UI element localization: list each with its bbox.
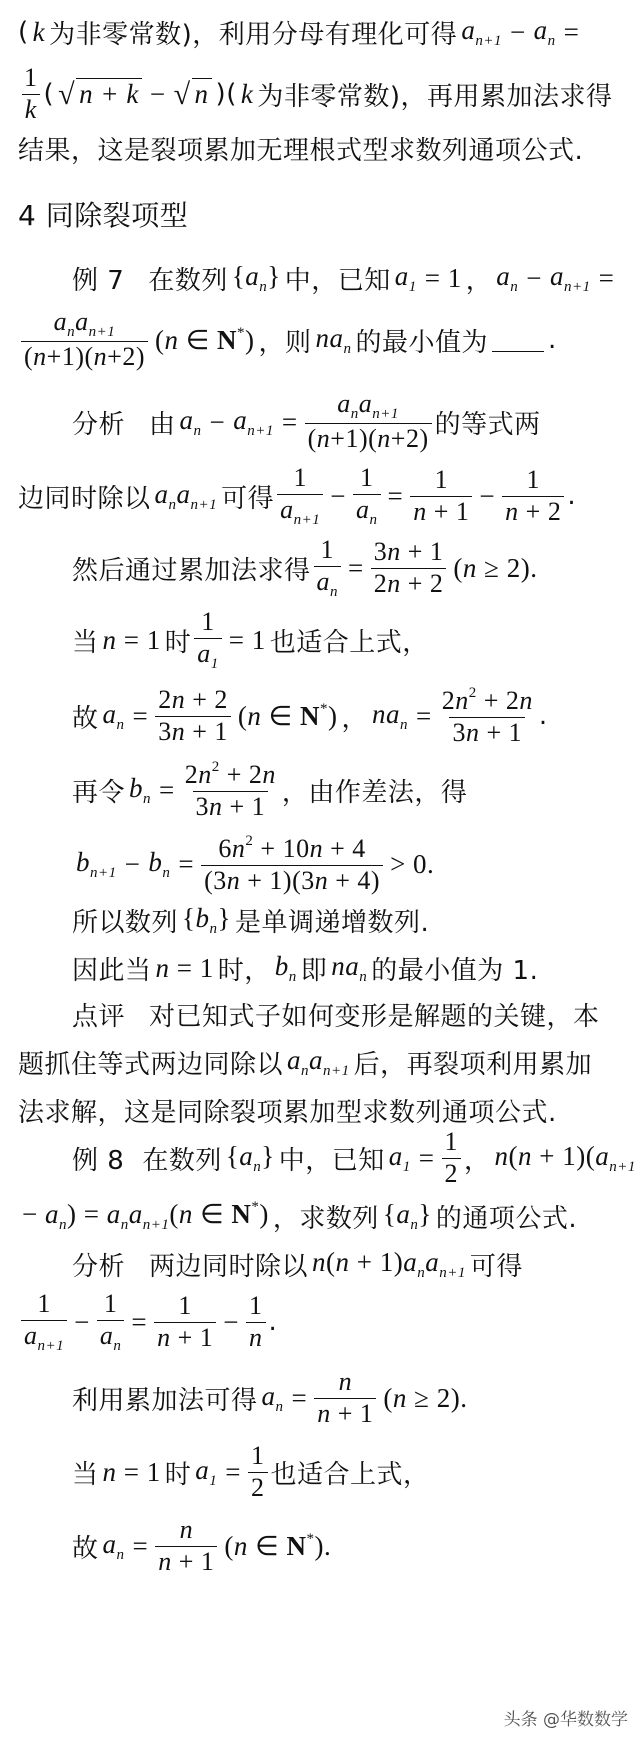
text-line: $\frac{a_na_{n+1}}{(n+1)(n+2)}$ (n ∈ N*) ，则 $na_n$ 的最小值为 . [18,308,642,372]
text-line: $b_{n+1}$ − $b_n$ = $\frac{6n^2 + 10n + 4}{(3n + 1)(3n + 4)}$ > 0. [76,832,435,895]
text-line: 因此当 n = 1 时 ， $b_n$ 即 $na_n$ 的最小值为 1. [72,950,539,986]
sqrt-expression: √ n [174,78,212,110]
section-heading: 4 同除裂项型 [18,199,189,232]
fraction: $\frac{n}{n + 1}$ [314,1368,376,1428]
text-line: $\frac{1}{k}$ ( √ n + k − √ n ) ( k 为非零常数) ，再用累加法求得 [18,62,642,126]
text-line: 边同时除以 $a_na_{n+1}$ 可得 $\frac{1}{a_{n+1}}$ − $\frac{1}{a_n}$ = $\frac{1}{n + 1}$ − $\frac{1}{n + 2}$ . [18,462,577,528]
fraction: $\frac{1}{2}$ [248,1442,268,1502]
text-line: 例 7 在数列 $\{a_n\}$ 中，已知 $a_1$ = 1 ， $a_n$ − $a_{n+1}$ = [72,260,615,296]
text-line: 题抓住等式两边同除以 $a_na_{n+1}$ 后，再裂项利用累加 [18,1044,593,1080]
text-line: 分析 两边同时除以 $n(n + 1)a_na_{n+1}$ 可得 [72,1246,523,1282]
text-line: 利用累加法可得 $a_n$ = $\frac{n}{n + 1}$ (n ≥ 2). [72,1366,468,1428]
sqrt-expression: √ n + k [58,78,142,110]
fraction: $\frac{1}{n}$ [246,1292,266,1352]
fraction: $\frac{1}{a_n}$ [314,536,342,600]
text-line: ( k 为非零常数) ，利用分母有理化可得 $a_{n+1}$ − $a_n$ = [18,14,580,50]
fraction: $\frac{1}{n + 2}$ [502,466,564,526]
fraction: $\frac{1}{a_{n+1}}$ [277,464,323,528]
fraction: $\frac{1}{a_n}$ [97,1290,125,1354]
fraction: $\frac{1}{k}$ [21,64,41,124]
text-line: 故 $a_n$ = $\frac{n}{n + 1}$ (n ∈ N*). [72,1514,332,1576]
text-line: 法求解，这是同除裂项累加型求数列通项公式. [18,1097,557,1128]
watermark: 头条 @华数数学 [503,1710,628,1730]
text-line: 点评 对已知式子如何变形是解题的关键，本 [72,1001,600,1032]
fraction: $\frac{n}{n + 1}$ [155,1516,217,1576]
fraction: $\frac{1}{n + 1}$ [410,466,472,526]
text-line: $\frac{1}{a_{n+1}}$ − $\frac{1}{a_n}$ = $\frac{1}{n + 1}$ − $\frac{1}{n}$ . [18,1290,642,1354]
fraction: $\frac{6n^2 + 10n + 4}{(3n + 1)(3n + 4)}$ [201,833,383,895]
text-line: 当 n = 1 时 $\frac{1}{a_1}$ = 1 也适合上式， [72,606,429,672]
fraction: $\frac{2n + 2}{3n + 1}$ [155,686,231,746]
text-line: 所以数列 $\{b_n\}$ 是单调递增数列. [72,902,430,938]
fraction: $\frac{2n^2 + 2n}{3n + 1}$ [184,758,276,821]
fraction: $\frac{2n^2 + 2n}{3n + 1}$ [441,684,533,747]
fraction: $\frac{1}{2}$ [442,1128,462,1188]
fraction: $\frac{1}{a_1}$ [194,608,222,672]
text-line: 当 n = 1 时 $a_1$ = $\frac{1}{2}$ 也适合上式， [72,1440,430,1502]
fraction: $\frac{a_na_{n+1}}{(n+1)(n+2)}$ [21,308,148,372]
text-line: 然后通过累加法求得 $\frac{1}{a_n}$ = $\frac{3n + 1}{2n + 2}$ (n ≥ 2). [72,534,538,600]
text-line: 例 8 在数列 $\{a_n\}$ 中，已知 $a_1$ = $\frac{1}{2}$ ， $n(n + 1)(a_{n+1}$ [72,1126,636,1188]
fraction: $\frac{1}{a_{n+1}}$ [21,1290,67,1354]
fraction: $\frac{1}{n + 1}$ [154,1292,216,1352]
text-line: 分析 由 $a_n$ − $a_{n+1}$ = $\frac{a_na_{n+1}}{(n+1)(n+2)}$ 的等式两 [72,388,541,454]
text-line: − $a_n) = a_na_{n+1}(n$ ∈ N*) ，求数列 $\{a_n\}$ 的通项公式. [22,1198,578,1234]
answer-blank [492,329,544,352]
fraction: $\frac{1}{a_n}$ [353,464,381,528]
text-line: 结果，这是裂项累加无理根式型求数列通项公式. [18,135,584,166]
text-line: 故 $a_n$ = $\frac{2n + 2}{3n + 1}$ (n ∈ N*) ， $na_n$ = $\frac{2n^2 + 2n}{3n + 1}$ . [72,684,548,747]
fraction: $\frac{3n + 1}{2n + 2}$ [371,538,447,598]
text-line: 再令 $b_n$ = $\frac{2n^2 + 2n}{3n + 1}$ ，由作差法，得 [72,758,468,821]
fraction: $\frac{a_na_{n+1}}{(n+1)(n+2)}$ [305,390,432,454]
